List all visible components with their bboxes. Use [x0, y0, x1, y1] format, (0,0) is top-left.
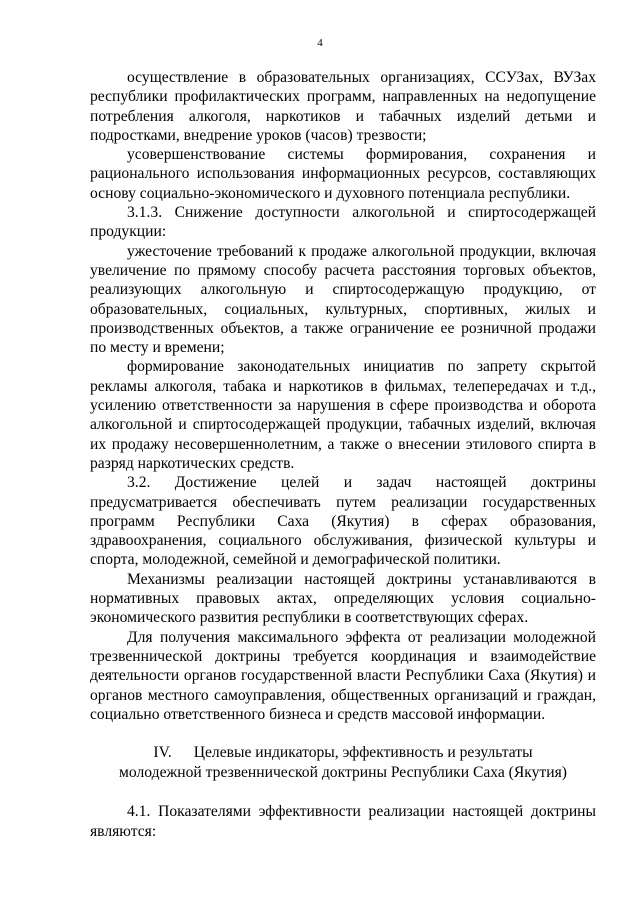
paragraph: формирование законодательных инициатив по запрету скрытой рекламы алкоголя, табака и наркотиков в фильмах, телепередачах и т.д., усилению ответственности за нарушения в сфере производства и оборота алкогольной и спиртосодержащей продукции, табачных изделий, включая их продажу несовершеннолетним, а также о внесении этилового спирта в разряд наркотических средств.	[90, 358, 596, 472]
paragraph: Механизмы реализации настоящей доктрины устанавливаются в нормативных правовых актах, определяющих условия социально-экономического развития республики в соответствующих сферах.	[90, 570, 596, 627]
section-heading-line-1	[90, 743, 596, 763]
spacer	[90, 782, 596, 802]
paragraph: 4.1. Показателями эффективности реализации настоящей доктрины являются:	[90, 803, 596, 840]
paragraph: осуществление в образовательных организациях, ССУЗах, ВУЗах республики профилактических программ, направленных на недопущение потребления алкоголя, наркотиков и табачных изделий детьми и подростками, внедрение уроков (часов) трезвости;	[90, 69, 596, 144]
section-title-line-1: Целевые индикаторы, эффективность и результаты	[193, 744, 533, 762]
document-body	[90, 68, 596, 841]
section-heading	[90, 743, 596, 782]
paragraph: Для получения максимального эффекта от реализации молодежной трезвеннической доктрины требуется координация и взаимодействие деятельности органов государственной власти Республики Саха (Якутия) и органов местного самоуправления, общественных организаций и граждан, социально ответственного бизнеса и средств массовой информации.	[90, 628, 596, 723]
section-number: IV.	[153, 744, 172, 762]
paragraph: ужесточение требований к продаже алкогольной продукции, включая увеличение по прямому способу расчета расстояния торговых объектов, реализующих алкогольную и спиртосодержащую продукцию, от образовательных, социальных, культурных, спортивных, жилых и производственных объектов, а также ограничение ее розничной продажи по месту и времени;	[90, 242, 596, 357]
paragraph: усовершенствование системы формирования, сохранения и рационального использования информационных ресурсов, составляющих основу социально-экономического и духовного потенциала республики.	[90, 146, 596, 202]
paragraph: 3.2. Достижение целей и задач настоящей доктрины предусматривается обеспечивать путем реализации государственных программ Республики Саха (Якутия) в сферах образования, здравоохранения, социального обслуживания, физической культуры и спорта, молодежной, семейной и демографической политики.	[90, 474, 596, 569]
paragraph: 3.1.3. Снижение доступности алкогольной и спиртосодержащей продукции:	[90, 204, 596, 241]
section-title-line-2: молодежной трезвеннической доктрины Республики Саха (Якутия)	[119, 763, 567, 781]
page-number: 4	[317, 37, 323, 49]
